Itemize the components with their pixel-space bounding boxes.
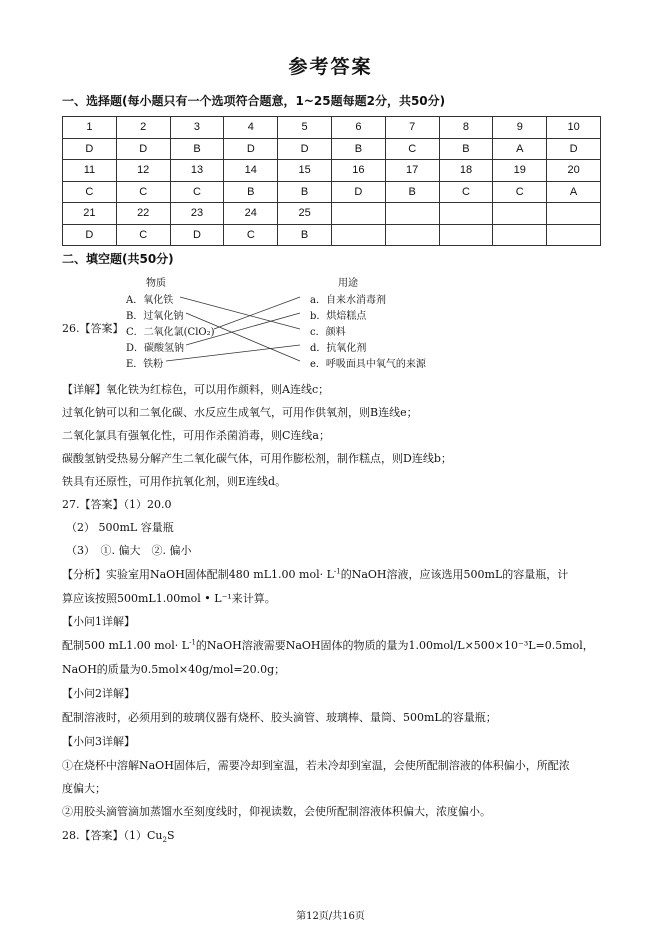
table-cell: C bbox=[170, 181, 224, 203]
table-cell: 7 bbox=[385, 117, 439, 139]
left-item-d: D．碳酸氢钠 bbox=[126, 343, 185, 354]
table-cell: B bbox=[224, 181, 278, 203]
q27-analysis-text: 【分析】实验室用NaOH固体配制480 mL1.00 mol· L bbox=[62, 568, 334, 581]
table-cell: 15 bbox=[278, 160, 332, 182]
table-cell: 1 bbox=[63, 117, 117, 139]
q27-sub3-line-3: ②用胶头滴管滴加蒸馏水至刻度线时，仰视读数，会使所配制溶液体积偏大，浓度偏小。 bbox=[62, 805, 491, 818]
q27-sub2-line: 配制溶液时，必须用到的玻璃仪器有烧杯、胶头滴管、玻璃棒、量筒、500mL的容量瓶； bbox=[62, 711, 497, 724]
table-cell: D bbox=[224, 138, 278, 160]
q27-sub1-line-1 bbox=[62, 637, 594, 653]
q28-answer-text: 28.【答案】（1）Cu bbox=[62, 829, 163, 842]
q27-answer-3: （3） ①. 偏大 ②. 偏小 bbox=[66, 544, 192, 557]
q27-sub1-text: 配制500 mL1.00 mol· L bbox=[62, 639, 190, 652]
table-cell: A bbox=[493, 138, 547, 160]
table-cell: 9 bbox=[493, 117, 547, 139]
table-cell bbox=[439, 224, 493, 246]
q27-sub3-line-2: 度偏大； bbox=[62, 782, 106, 795]
table-row bbox=[63, 224, 601, 246]
q26-detail-3: 二氧化氯具有强氧化性，可用作杀菌消毒，则C连线a； bbox=[62, 429, 330, 442]
table-cell bbox=[439, 203, 493, 225]
section-2-heading: 二、填空题(共50分) bbox=[62, 252, 174, 266]
table-cell: 21 bbox=[63, 203, 117, 225]
q26-detail-4: 碳酸氢钠受热易分解产生二氧化碳气体，可用作膨松剂，制作糕点，则D连线b； bbox=[62, 452, 452, 465]
table-cell: 8 bbox=[439, 117, 493, 139]
q27-sub3-line-1: ①在烧杯中溶解NaOH固体后，需要冷却到室温，若未冷却到室温，会使所配制溶液的体积偏小，所配浓 bbox=[62, 759, 570, 772]
table-cell bbox=[385, 224, 439, 246]
table-row bbox=[63, 160, 601, 182]
table-cell bbox=[493, 224, 547, 246]
table-cell: 17 bbox=[385, 160, 439, 182]
table-cell: 23 bbox=[170, 203, 224, 225]
q28-answer-text-2: S bbox=[166, 829, 175, 842]
table-cell: A bbox=[547, 181, 601, 203]
right-item-b: b．烘焙糕点 bbox=[310, 311, 367, 322]
table-cell: 16 bbox=[331, 160, 385, 182]
q27-analysis-text-2: 的NaOH溶液，应该选用500mL的容量瓶，计 bbox=[340, 568, 569, 581]
left-item-a: A．氧化铁 bbox=[126, 295, 174, 306]
table-cell: D bbox=[547, 138, 601, 160]
right-item-c: c．颜料 bbox=[310, 327, 346, 338]
left-item-b: B．过氧化钠 bbox=[126, 311, 184, 322]
table-cell: 12 bbox=[116, 160, 170, 182]
matching-diagram bbox=[62, 272, 462, 376]
table-row bbox=[63, 203, 601, 225]
table-cell: 6 bbox=[331, 117, 385, 139]
q26-label: 26.【答案】 bbox=[62, 322, 124, 335]
q28-answer bbox=[62, 827, 175, 844]
right-column-header: 用途 bbox=[338, 278, 358, 289]
table-cell bbox=[331, 224, 385, 246]
right-item-a: a．自来水消毒剂 bbox=[310, 295, 386, 306]
table-cell: C bbox=[63, 181, 117, 203]
table-cell: 11 bbox=[63, 160, 117, 182]
table-cell: C bbox=[439, 181, 493, 203]
table-cell: B bbox=[385, 181, 439, 203]
table-cell bbox=[385, 203, 439, 225]
line-c-a bbox=[214, 297, 300, 329]
table-cell: 18 bbox=[439, 160, 493, 182]
table-cell: 10 bbox=[547, 117, 601, 139]
right-item-d: d．抗氧化剂 bbox=[310, 343, 367, 354]
table-cell: C bbox=[224, 224, 278, 246]
connection-lines bbox=[62, 272, 462, 376]
section-1-heading: 一、选择题(每小题只有一个选项符合题意，1~25题每题2分，共50分) bbox=[62, 94, 446, 108]
q27-answer-1: 27.【答案】（1）20.0 bbox=[62, 498, 172, 511]
q27-sub1-line-2: NaOH的质量为0.5mol×40g/mol=20.0g； bbox=[62, 663, 286, 676]
table-cell: 4 bbox=[224, 117, 278, 139]
table-cell bbox=[493, 203, 547, 225]
table-cell: 22 bbox=[116, 203, 170, 225]
table-cell: D bbox=[63, 224, 117, 246]
q27-sub3-title: 【小问3详解】 bbox=[62, 735, 135, 748]
table-cell: 25 bbox=[278, 203, 332, 225]
q27-analysis-line-1 bbox=[62, 566, 568, 582]
answer-table bbox=[62, 116, 601, 246]
table-cell: 19 bbox=[493, 160, 547, 182]
q27-analysis-sup: -1 bbox=[333, 567, 341, 576]
table-cell: 20 bbox=[547, 160, 601, 182]
page-footer: 第12页/共16页 bbox=[296, 911, 365, 922]
table-cell: B bbox=[278, 181, 332, 203]
line-b-e bbox=[186, 313, 300, 361]
table-row bbox=[63, 117, 601, 139]
table-cell: B bbox=[278, 224, 332, 246]
left-item-c: C．二氧化氯(ClO₂) bbox=[126, 327, 215, 338]
left-item-e: E．铁粉 bbox=[126, 359, 164, 370]
table-cell: C bbox=[116, 181, 170, 203]
table-cell: C bbox=[493, 181, 547, 203]
table-cell: C bbox=[385, 138, 439, 160]
table-cell: 14 bbox=[224, 160, 278, 182]
q27-sub1-text-2: 的NaOH溶液需要NaOH固体的物质的量为1.00mol/L×500×10⁻³L=0.5mol， bbox=[195, 639, 594, 652]
table-cell: 24 bbox=[224, 203, 278, 225]
page-title: 参考答案 bbox=[288, 56, 373, 78]
q27-sub1-title: 【小问1详解】 bbox=[62, 615, 135, 628]
table-cell: B bbox=[331, 138, 385, 160]
table-cell: D bbox=[63, 138, 117, 160]
table-cell: 5 bbox=[278, 117, 332, 139]
line-e-d bbox=[166, 345, 300, 361]
q27-analysis-line-2: 算应该按照500mL1.00mol • L⁻¹来计算。 bbox=[62, 592, 276, 605]
q27-sub1-sup: -1 bbox=[189, 638, 196, 647]
q26-detail-5: 铁具有还原性，可用作抗氧化剂，则E连线d。 bbox=[62, 475, 287, 488]
left-column-header: 物质 bbox=[146, 278, 166, 289]
table-cell: 2 bbox=[116, 117, 170, 139]
q27-answer-2: （2） 500mL 容量瓶 bbox=[66, 521, 174, 534]
table-cell bbox=[547, 203, 601, 225]
q26-detail-1: 【详解】氧化铁为红棕色，可以用作颜料，则A连线c； bbox=[62, 383, 330, 396]
q27-sub2-title: 【小问2详解】 bbox=[62, 687, 135, 700]
table-cell: D bbox=[278, 138, 332, 160]
table-cell: B bbox=[439, 138, 493, 160]
table-row bbox=[63, 181, 601, 203]
table-cell: C bbox=[116, 224, 170, 246]
table-cell bbox=[547, 224, 601, 246]
table-row bbox=[63, 138, 601, 160]
q28-answer-sub: 2 bbox=[162, 836, 167, 845]
table-cell: D bbox=[331, 181, 385, 203]
table-cell: 13 bbox=[170, 160, 224, 182]
table-cell: 3 bbox=[170, 117, 224, 139]
q26-detail-2: 过氧化钠可以和二氧化碳、水反应生成氧气，可用作供氧剂，则B连线e； bbox=[62, 406, 418, 419]
table-cell: B bbox=[170, 138, 224, 160]
table-cell: D bbox=[116, 138, 170, 160]
table-cell bbox=[331, 203, 385, 225]
line-a-c bbox=[180, 297, 300, 329]
table-cell: D bbox=[170, 224, 224, 246]
right-item-e: e．呼吸面具中氧气的来源 bbox=[310, 359, 426, 370]
